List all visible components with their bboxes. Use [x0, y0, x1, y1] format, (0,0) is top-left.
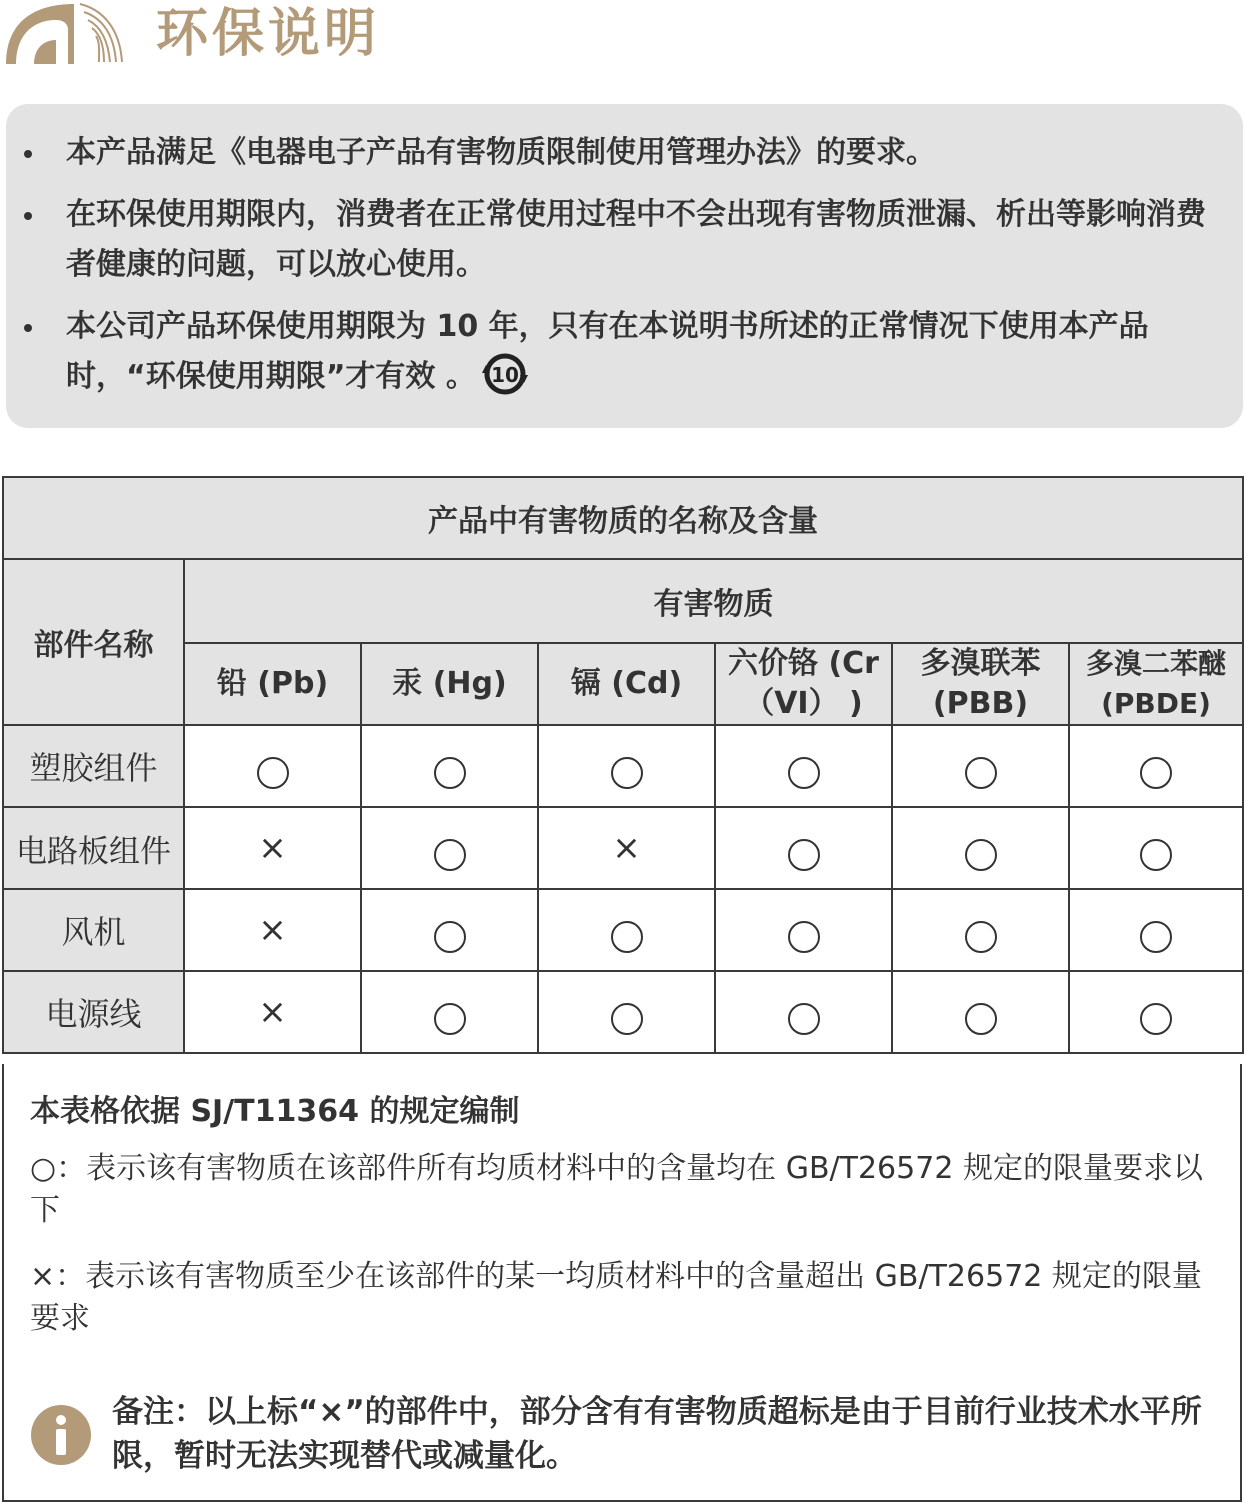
status-symbol — [611, 1003, 643, 1035]
substance-cell — [184, 971, 361, 1053]
status-symbol — [434, 839, 466, 871]
rainbow-logo-icon — [4, 0, 130, 66]
status-symbol — [434, 1003, 466, 1035]
notice-text — [66, 302, 1216, 402]
status-symbol: × — [612, 828, 641, 868]
substance-cell — [538, 889, 715, 971]
substance-cell — [715, 971, 892, 1053]
part-name-header: 部件名称 — [3, 559, 184, 725]
substance-cell — [1069, 807, 1243, 889]
table-row — [3, 807, 1243, 889]
status-symbol: × — [258, 828, 287, 868]
notes-section — [2, 1064, 1242, 1502]
table-row — [3, 725, 1243, 807]
substance-cell — [1069, 889, 1243, 971]
table-row — [3, 971, 1243, 1053]
column-header: 汞 (Hg) — [361, 643, 538, 725]
status-symbol — [1140, 1003, 1172, 1035]
substance-cell — [361, 971, 538, 1053]
hazardous-substance-table — [2, 476, 1244, 1054]
page-title: 环保说明 — [156, 4, 381, 64]
header — [0, 0, 1245, 90]
notice-box — [6, 104, 1243, 428]
column-header: 六价铬 (Cr（VI） ) — [715, 643, 892, 725]
column-header: 镉 (Cd) — [538, 643, 715, 725]
substance-cell — [715, 889, 892, 971]
substance-cell — [892, 889, 1069, 971]
bullet-icon — [24, 150, 32, 158]
substance-cell — [184, 807, 361, 889]
status-symbol — [965, 839, 997, 871]
status-symbol — [257, 757, 289, 789]
column-header: 多溴联苯 (PBB) — [892, 643, 1069, 725]
substance-cell — [538, 971, 715, 1053]
substance-cell — [892, 725, 1069, 807]
part-name: 风机 — [3, 889, 184, 971]
table-title: 产品中有害物质的名称及含量 — [3, 477, 1243, 559]
status-symbol — [434, 921, 466, 953]
substance-cell — [1069, 971, 1243, 1053]
status-symbol — [788, 921, 820, 953]
bullet-icon — [24, 212, 32, 220]
cross-legend: ×：表示该有害物质至少在该部件的某一均质材料中的含量超出 GB/T26572 规定的限量要求 — [30, 1259, 1202, 1336]
standard-basis: 本表格依据 SJ/T11364 的规定编制 — [30, 1094, 520, 1129]
circle-legend: ○：表示该有害物质在该部件所有均质材料中的含量均在 GB/T26572 规定的限量要求以下 — [30, 1151, 1203, 1228]
substance-header: 有害物质 — [184, 559, 1243, 643]
status-symbol — [788, 757, 820, 789]
substance-cell — [715, 807, 892, 889]
status-symbol — [1140, 757, 1172, 789]
substance-cell — [361, 725, 538, 807]
status-symbol: × — [258, 992, 287, 1032]
status-symbol — [788, 1003, 820, 1035]
bullet-icon — [24, 324, 32, 332]
notice-text: 本产品满足《电器电子产品有害物质限制使用管理办法》的要求。 — [66, 135, 936, 170]
table-row — [3, 889, 1243, 971]
notice-text-content: 本公司产品环保使用期限为 10 年，只有在本说明书所述的正常情况下使用本产品时，“环保使用期限”才有效 。 — [66, 309, 1149, 394]
substance-cell — [892, 807, 1069, 889]
status-symbol — [611, 921, 643, 953]
substance-cell — [184, 889, 361, 971]
status-symbol — [965, 757, 997, 789]
substance-cell — [538, 725, 715, 807]
info-icon — [30, 1404, 92, 1466]
environment-period-badge-icon — [480, 351, 530, 397]
status-symbol — [611, 757, 643, 789]
part-name: 塑胶组件 — [3, 725, 184, 807]
status-symbol — [965, 1003, 997, 1035]
status-symbol — [788, 839, 820, 871]
substance-cell — [715, 725, 892, 807]
status-symbol — [1140, 839, 1172, 871]
substance-cell — [892, 971, 1069, 1053]
notice-text: 在环保使用期限内，消费者在正常使用过程中不会出现有害物质泄漏、析出等影响消费者健康的问题，可以放心使用。 — [66, 197, 1206, 282]
substance-cell — [538, 807, 715, 889]
substance-cell — [361, 807, 538, 889]
substance-cell — [1069, 725, 1243, 807]
column-header: 多溴二苯醚 (PBDE) — [1069, 643, 1243, 725]
part-name: 电路板组件 — [3, 807, 184, 889]
status-symbol: × — [258, 910, 287, 950]
substance-cell — [361, 889, 538, 971]
remark-text: 备注：以上标“×”的部件中，部分含有有害物质超标是由于目前行业技术水平所限，暂时无法实现替代或减量化。 — [112, 1394, 1202, 1474]
status-symbol — [965, 921, 997, 953]
status-symbol — [434, 757, 466, 789]
badge-number: 10 — [490, 362, 519, 387]
status-symbol — [1140, 921, 1172, 953]
part-name: 电源线 — [3, 971, 184, 1053]
substance-cell — [184, 725, 361, 807]
column-header: 铅 (Pb) — [184, 643, 361, 725]
